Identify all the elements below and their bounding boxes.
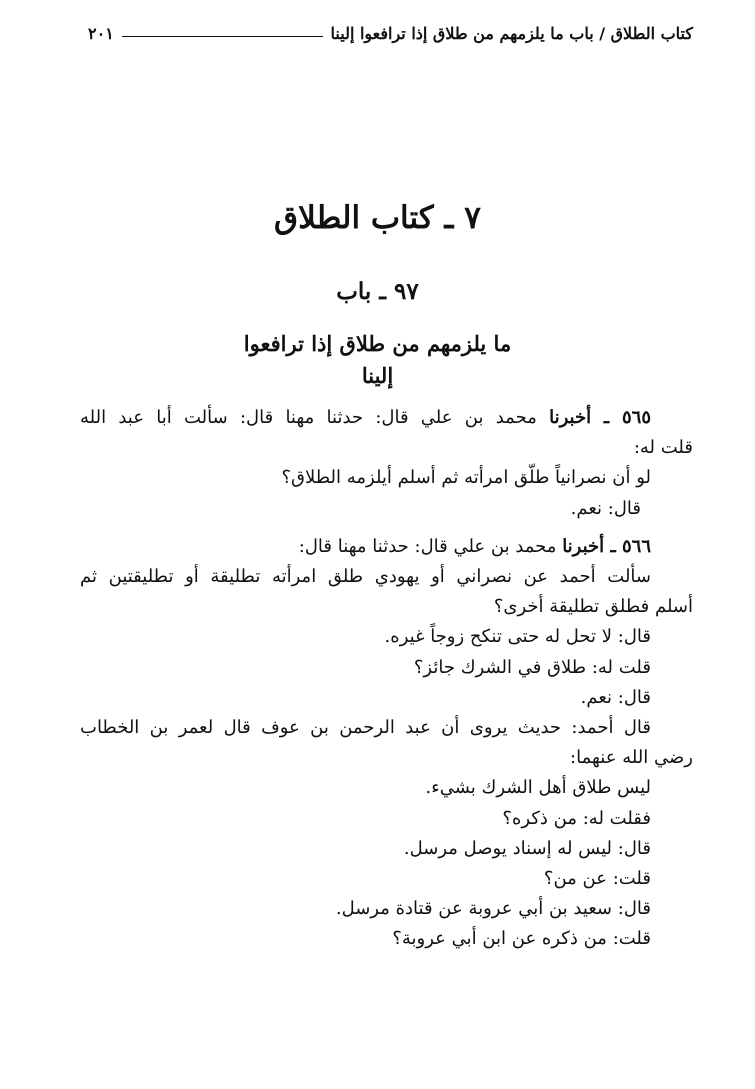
- reply-text: حديث يروى أن عبد الرحمن بن عوف قال لعمر بن الخطاب: [80, 717, 562, 739]
- reply-text: ليس له إسناد يوصل مرسل.: [403, 837, 613, 859]
- paragraph-gap: [80, 524, 693, 532]
- bab-subtitle-line-1: ما يلزمهم من طلاق إذا ترافعوا: [243, 331, 512, 356]
- reply-text: سعيد بن أبي عروبة عن قتادة مرسل.: [335, 898, 613, 920]
- bab-subtitle-line-2: إلينا: [361, 363, 394, 388]
- entry-566-line-5: [80, 653, 693, 683]
- reply-text: لا تحل له حتى تنكح زوجاً غيره.: [384, 626, 613, 648]
- speaker-label: قال:: [617, 898, 651, 920]
- entry-566-line-12: [80, 864, 693, 894]
- reply-text: عن من؟: [543, 868, 607, 890]
- running-title: كتاب الطلاق / باب ما يلزمهم من طلاق إذا ترافعوا إلينا: [330, 24, 693, 43]
- entry-566-line-9: ليس طلاق أهل الشرك بشيء.: [425, 777, 651, 799]
- speaker-label: قال:: [617, 686, 651, 708]
- bab-title: ٩٧ ـ باب: [336, 278, 419, 305]
- header-rule: [122, 36, 323, 37]
- reply-text: طلاق في الشرك جائز؟: [413, 656, 587, 678]
- entry-566-number: ٥٦٦ ـ أخبرنا: [562, 535, 651, 557]
- entry-566-line-14: [80, 924, 693, 954]
- entry-565-text: محمد بن علي قال: حدثنا مهنا قال: سألت أبا عبد الله: [80, 407, 537, 428]
- speaker-label: قلت:: [612, 928, 651, 950]
- page-number: ٢٠١: [88, 24, 114, 43]
- entry-566-line-13: [80, 894, 693, 924]
- reply-text: من ذكره؟: [502, 807, 577, 829]
- speaker-label: قال أحمد:: [571, 717, 651, 739]
- entry-566-text: محمد بن علي قال: حدثنا مهنا قال:: [298, 535, 557, 557]
- speaker-label: قلت له:: [591, 656, 651, 678]
- body-text: [80, 403, 693, 955]
- entry-565-line-3: لو أن نصرانياً طلّق امرأته ثم أسلم أيلزمه الطلاق؟: [281, 467, 651, 489]
- entry-566-line-7: [80, 713, 693, 743]
- speaker-label: قال:: [607, 497, 641, 519]
- entry-566-line-4: [80, 622, 693, 652]
- speaker-label: قال:: [617, 626, 651, 648]
- speaker-label: قلت:: [612, 868, 651, 890]
- running-header: [88, 24, 693, 43]
- entry-566-line-6: [80, 683, 693, 713]
- entry-566-line-8: رضي الله عنهما:: [570, 747, 693, 769]
- entry-566-line-3: أسلم فطلق تطليقة أخرى؟: [493, 596, 693, 618]
- entry-565-line-1: [80, 403, 693, 433]
- entry-566-line-1: [80, 532, 693, 562]
- chapter-title: ٧ ـ كتاب الطلاق: [274, 200, 481, 236]
- reply-text: نعم.: [580, 686, 613, 708]
- entry-566-line-10: [80, 804, 693, 834]
- entry-565-number: ٥٦٥ ـ أخبرنا: [549, 407, 652, 428]
- reply-text: نعم.: [570, 497, 603, 519]
- speaker-label: فقلت له:: [582, 807, 651, 829]
- entry-566-line-11: [80, 834, 693, 864]
- speaker-label: قال:: [617, 837, 651, 859]
- entry-565-line-4: [80, 494, 693, 524]
- reply-text: من ذكره عن ابن أبي عروبة؟: [392, 928, 607, 950]
- bab-subtitle: [240, 328, 515, 392]
- entry-566-line-2: سألت أحمد عن نصراني أو يهودي طلق امرأته تطليقة أو تطليقتين ثم: [80, 566, 651, 588]
- entry-565-line-2: قلت له:: [633, 437, 693, 459]
